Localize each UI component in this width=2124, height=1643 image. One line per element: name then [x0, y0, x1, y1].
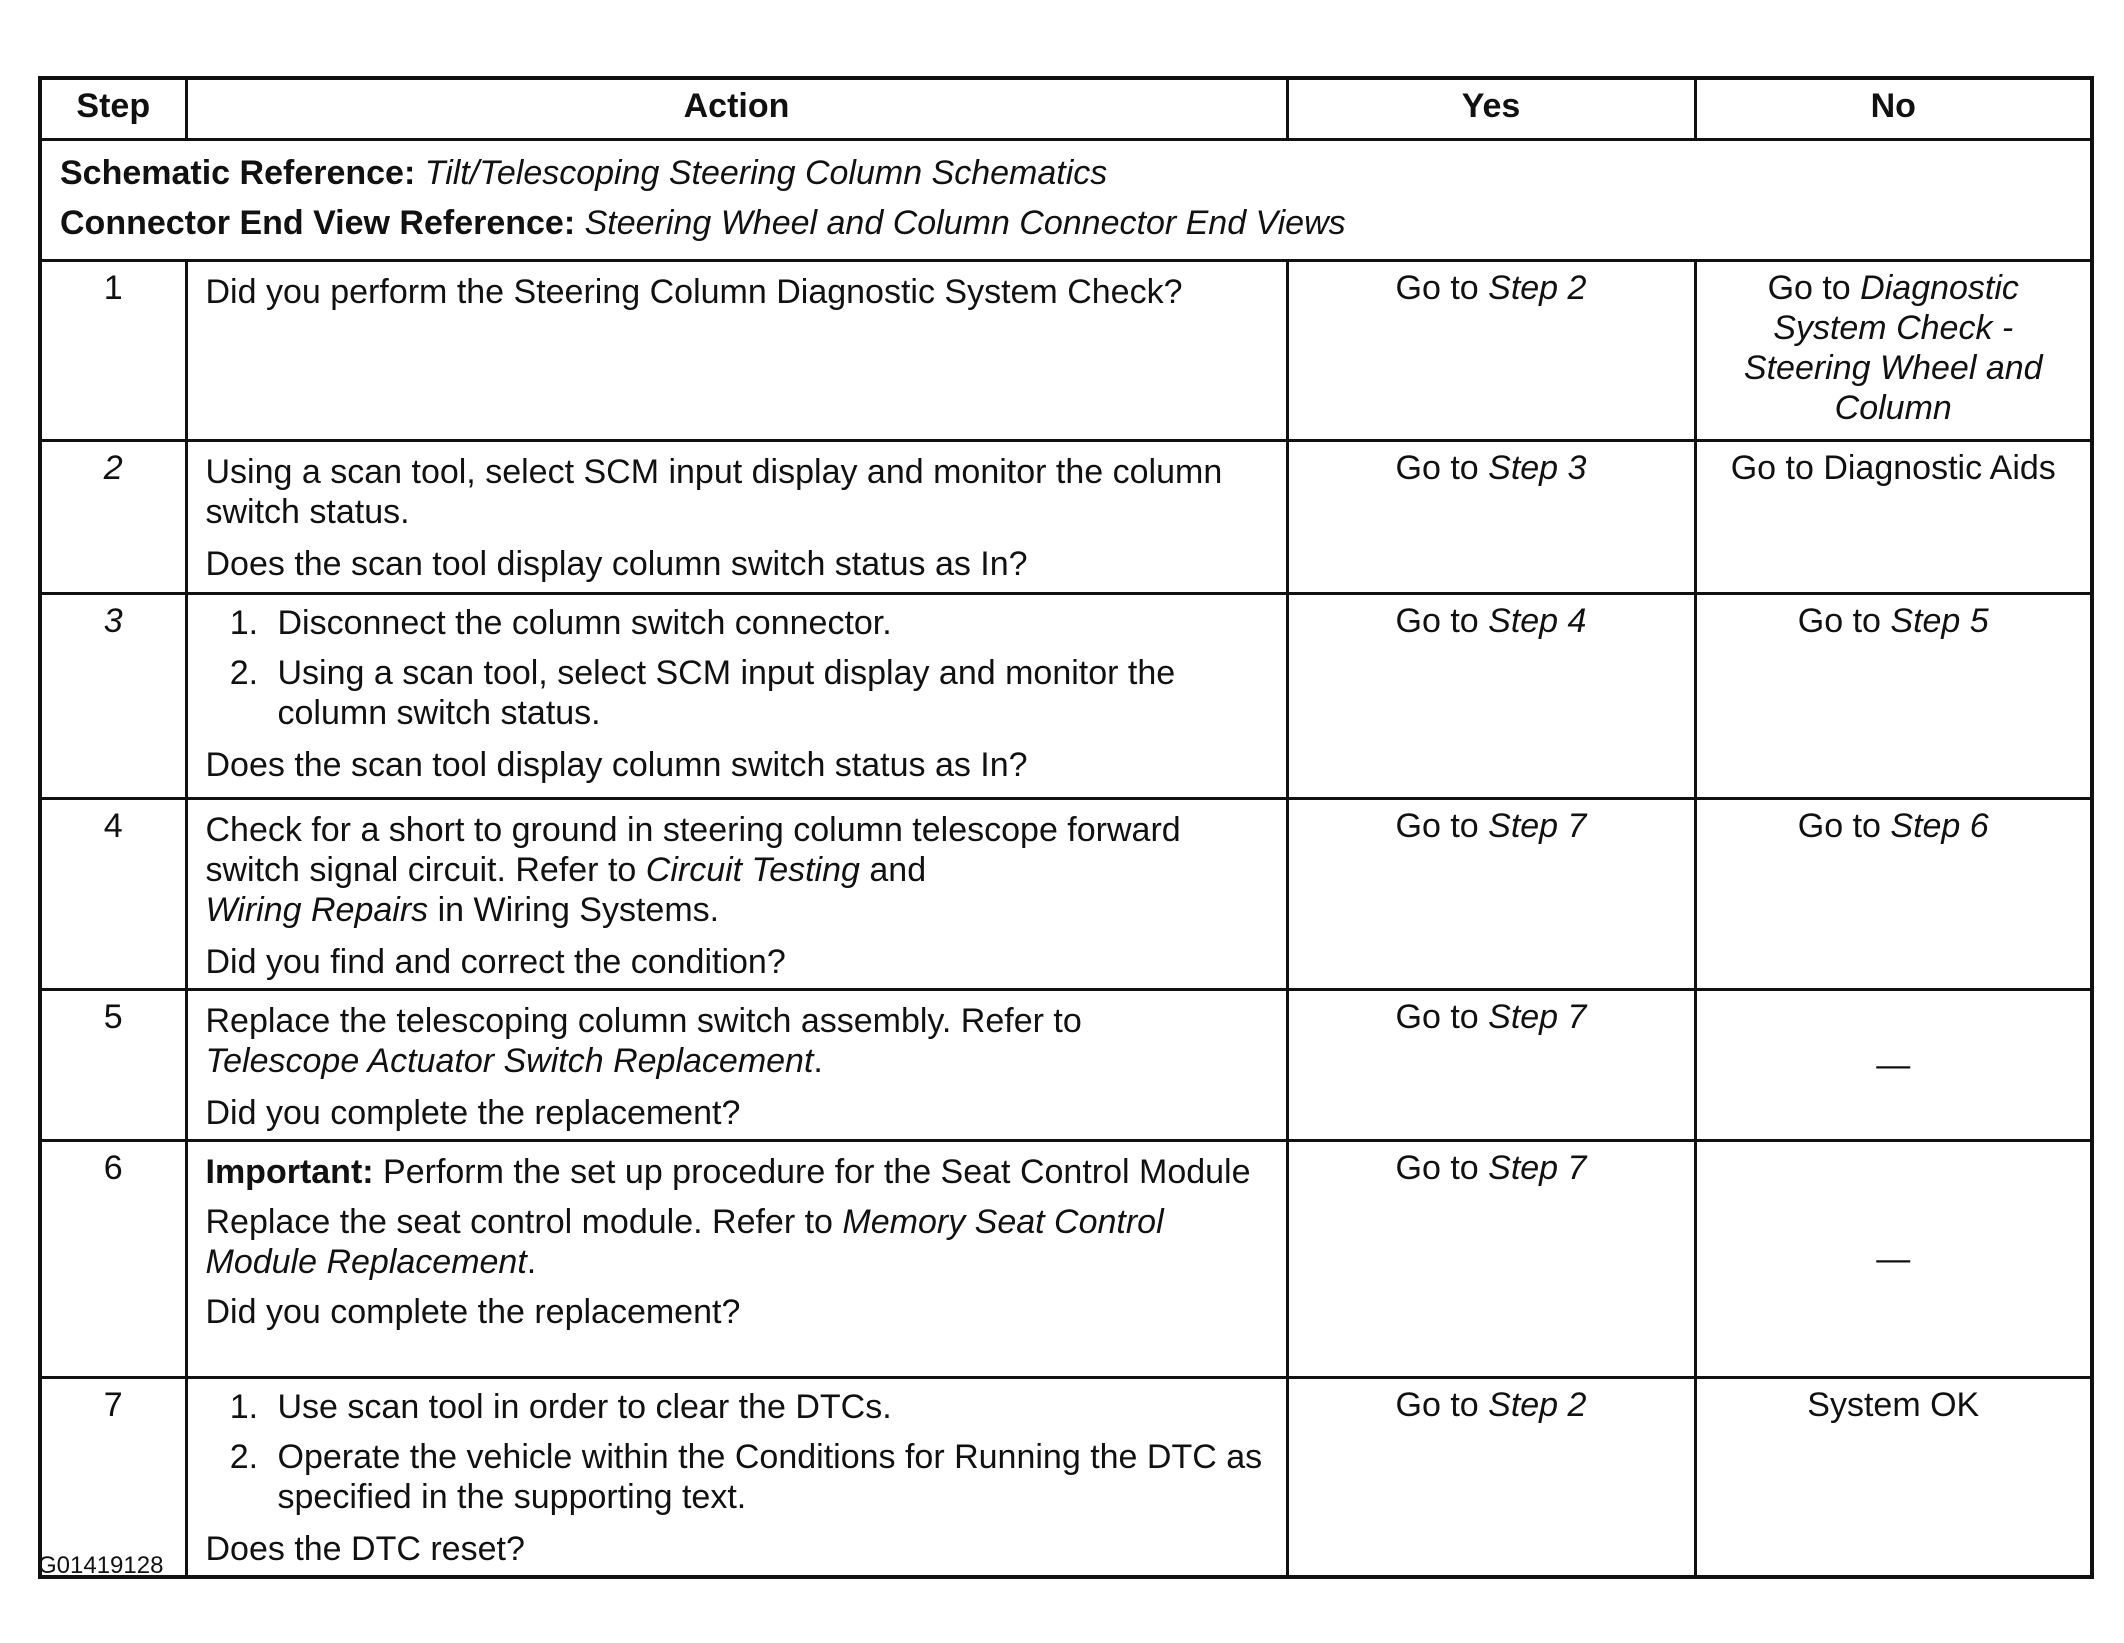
- header-yes: Yes: [1287, 78, 1695, 140]
- list-item: 1. Use scan tool in order to clear the DTCs.: [268, 1387, 1268, 1427]
- schematic-label: Schematic Reference:: [60, 154, 416, 192]
- no-dash: —: [1876, 1046, 1911, 1084]
- no-link[interactable]: Step 5: [1890, 602, 1989, 640]
- yes-link[interactable]: Step 7: [1488, 807, 1587, 845]
- action-question: Does the scan tool display column switch status as In?: [205, 746, 1028, 784]
- step-number: 2: [40, 441, 186, 594]
- no-link[interactable]: Step 6: [1890, 807, 1989, 845]
- action-cell: [186, 1141, 1287, 1378]
- seat-module-link[interactable]: Memory Seat Control Module Replacement: [205, 1203, 1164, 1281]
- action-cell: [186, 261, 1287, 441]
- no-cell: [1695, 990, 2092, 1141]
- circuit-testing-link[interactable]: Circuit Testing: [645, 851, 860, 889]
- table-row: [40, 261, 2092, 441]
- table-row: [40, 441, 2092, 594]
- connector-label: Connector End View Reference:: [60, 204, 576, 242]
- no-prefix: Go to: [1797, 602, 1891, 640]
- yes-link[interactable]: Step 3: [1488, 449, 1587, 487]
- no-dash: —: [1876, 1240, 1911, 1278]
- yes-link[interactable]: Step 7: [1488, 998, 1587, 1036]
- action-text: Check for a short to ground in steering column telescope forward switch signal circuit. Refer to Circuit Testing and Wiring Repairs in Wiring Systems.: [205, 811, 1181, 929]
- action-question: Does the scan tool display column switch status as In?: [205, 545, 1028, 583]
- no-cell: [1695, 1141, 2092, 1378]
- no-cell: [1695, 594, 2092, 799]
- no-cell: [1695, 261, 2092, 441]
- list-item: 2. Operate the vehicle within the Conditions for Running the DTC as specified in the supporting text.: [268, 1437, 1268, 1517]
- wiring-repairs-link[interactable]: Wiring Repairs: [205, 891, 429, 929]
- schematic-link[interactable]: Tilt/Telescoping Steering Column Schematics: [424, 154, 1108, 192]
- no-cell: [1695, 799, 2092, 990]
- yes-cell: [1287, 1141, 1695, 1378]
- table-row: [40, 990, 2092, 1141]
- step-number: 6: [40, 1141, 186, 1378]
- action-cell: [186, 594, 1287, 799]
- table-row: [40, 1378, 2092, 1578]
- important-note: Important: Perform the set up procedure for the Seat Control Module: [205, 1153, 1251, 1191]
- header-step: Step: [40, 78, 186, 140]
- action-question: Did you complete the replacement?: [205, 1293, 741, 1331]
- yes-link[interactable]: Step 7: [1488, 1149, 1587, 1187]
- action-list: [206, 603, 1268, 733]
- step-number: 4: [40, 799, 186, 990]
- action-list: [206, 1387, 1268, 1517]
- table-row: [40, 594, 2092, 799]
- yes-prefix: Go to: [1395, 449, 1489, 487]
- yes-cell: [1287, 990, 1695, 1141]
- figure-id: G01419128: [38, 1552, 164, 1579]
- no-prefix: Go to: [1797, 807, 1891, 845]
- yes-prefix: Go to: [1395, 807, 1489, 845]
- no-prefix: Go to: [1767, 269, 1861, 307]
- schematic-reference: [60, 153, 2072, 193]
- yes-cell: [1287, 261, 1695, 441]
- action-text: Did you perform the Steering Column Diagnostic System Check?: [205, 273, 1183, 311]
- action-text: Replace the telescoping column switch assembly. Refer to Telescope Actuator Switch Replacement.: [205, 1002, 1082, 1080]
- no-link[interactable]: Go to Diagnostic Aids: [1730, 449, 2056, 487]
- yes-cell: [1287, 799, 1695, 990]
- action-question: Did you find and correct the condition?: [205, 943, 786, 981]
- list-item: 1. Disconnect the column switch connector.: [268, 603, 1268, 643]
- list-item: 2. Using a scan tool, select SCM input display and monitor the column switch status.: [268, 653, 1268, 733]
- step-number: 1: [40, 261, 186, 441]
- step-number: 7: [40, 1378, 186, 1578]
- yes-prefix: Go to: [1395, 998, 1489, 1036]
- yes-cell: [1287, 441, 1695, 594]
- step-number: 5: [40, 990, 186, 1141]
- action-cell: [186, 441, 1287, 594]
- table-row: [40, 1141, 2092, 1378]
- action-question: Does the DTC reset?: [205, 1530, 525, 1568]
- yes-prefix: Go to: [1395, 1149, 1489, 1187]
- action-cell: [186, 1378, 1287, 1578]
- no-cell: [1695, 1378, 2092, 1578]
- action-cell: [186, 799, 1287, 990]
- no-result: System OK: [1807, 1386, 1980, 1424]
- no-link[interactable]: Diagnostic System Check - Steering Wheel and Column: [1743, 269, 2043, 427]
- diagnostic-table: [38, 76, 2094, 1579]
- header-action: Action: [186, 78, 1287, 140]
- yes-link[interactable]: Step 2: [1488, 1386, 1587, 1424]
- connector-reference: [60, 203, 2072, 243]
- action-question: Did you complete the replacement?: [205, 1094, 741, 1132]
- no-cell: [1695, 441, 2092, 594]
- step-number: 3: [40, 594, 186, 799]
- action-text: Using a scan tool, select SCM input display and monitor the column switch status.: [205, 453, 1223, 531]
- yes-link[interactable]: Step 2: [1488, 269, 1587, 307]
- yes-prefix: Go to: [1395, 602, 1489, 640]
- yes-cell: [1287, 1378, 1695, 1578]
- yes-link[interactable]: Step 4: [1488, 602, 1587, 640]
- header-row: [40, 78, 2092, 140]
- header-no: No: [1695, 78, 2092, 140]
- table-row: [40, 799, 2092, 990]
- reference-cell: [40, 140, 2092, 261]
- yes-cell: [1287, 594, 1695, 799]
- connector-link[interactable]: Steering Wheel and Column Connector End Views: [584, 204, 1346, 242]
- action-cell: [186, 990, 1287, 1141]
- telescope-switch-link[interactable]: Telescope Actuator Switch Replacement: [205, 1042, 814, 1080]
- action-text: Replace the seat control module. Refer to Memory Seat Control Module Replacement.: [205, 1203, 1164, 1281]
- yes-prefix: Go to: [1395, 1386, 1489, 1424]
- reference-row: [40, 140, 2092, 261]
- yes-prefix: Go to: [1395, 269, 1489, 307]
